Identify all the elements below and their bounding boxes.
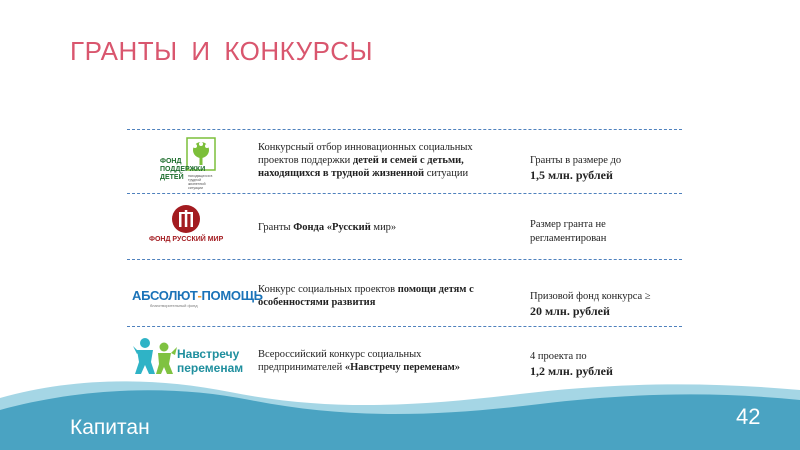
grant-description: Всероссийский конкурс социальных предпринимателей «Навстречу переменам» (258, 349, 460, 373)
brand-name: Капитан (70, 416, 150, 439)
grant-amount: Призовой фонд конкурса ≥ 20 млн. рублей (530, 291, 651, 318)
grant-amount: 4 проекта по 1,2 млн. рублей (530, 351, 613, 378)
separator-line (127, 326, 682, 327)
separator-line (127, 193, 682, 194)
fund-logo-text: ФОНД ПОДДЕРЖКИ ДЕТЕЙ (160, 158, 206, 181)
fund-logo-subtext: находящихся в трудной жизненной ситуации (188, 174, 213, 190)
separator-line (127, 129, 682, 130)
grant-amount: Гранты в размере до 1,5 млн. рублей (530, 155, 622, 182)
fund-logo-text: АБСОЛЮТ-ПОМОЩЬ (132, 288, 263, 303)
separator-line (127, 259, 682, 260)
fund-logo-text: ФОНД РУССКИЙ МИР (149, 236, 224, 243)
page-number: 42 (736, 404, 761, 429)
grant-description: Конкурсный отбор инновационных социальных проектов поддержки детей и семей с детьми, находящихся в трудной жизненной ситуации (258, 142, 473, 179)
slide-title: ГРАНТЫ И КОНКУРСЫ (70, 36, 373, 66)
grant-amount: Размер гранта не регламентирован (530, 219, 607, 244)
grant-description: Конкурс социальных проектов помощи детям с особенностями развития (258, 284, 474, 308)
fund-logo-subtext: благотворительный фонд (150, 303, 198, 308)
fund-logo-text: Навстречу переменам (177, 347, 244, 375)
russkiy-mir-emblem-icon (170, 204, 202, 234)
grant-description: Гранты Фонда «Русский мир» (258, 222, 397, 233)
